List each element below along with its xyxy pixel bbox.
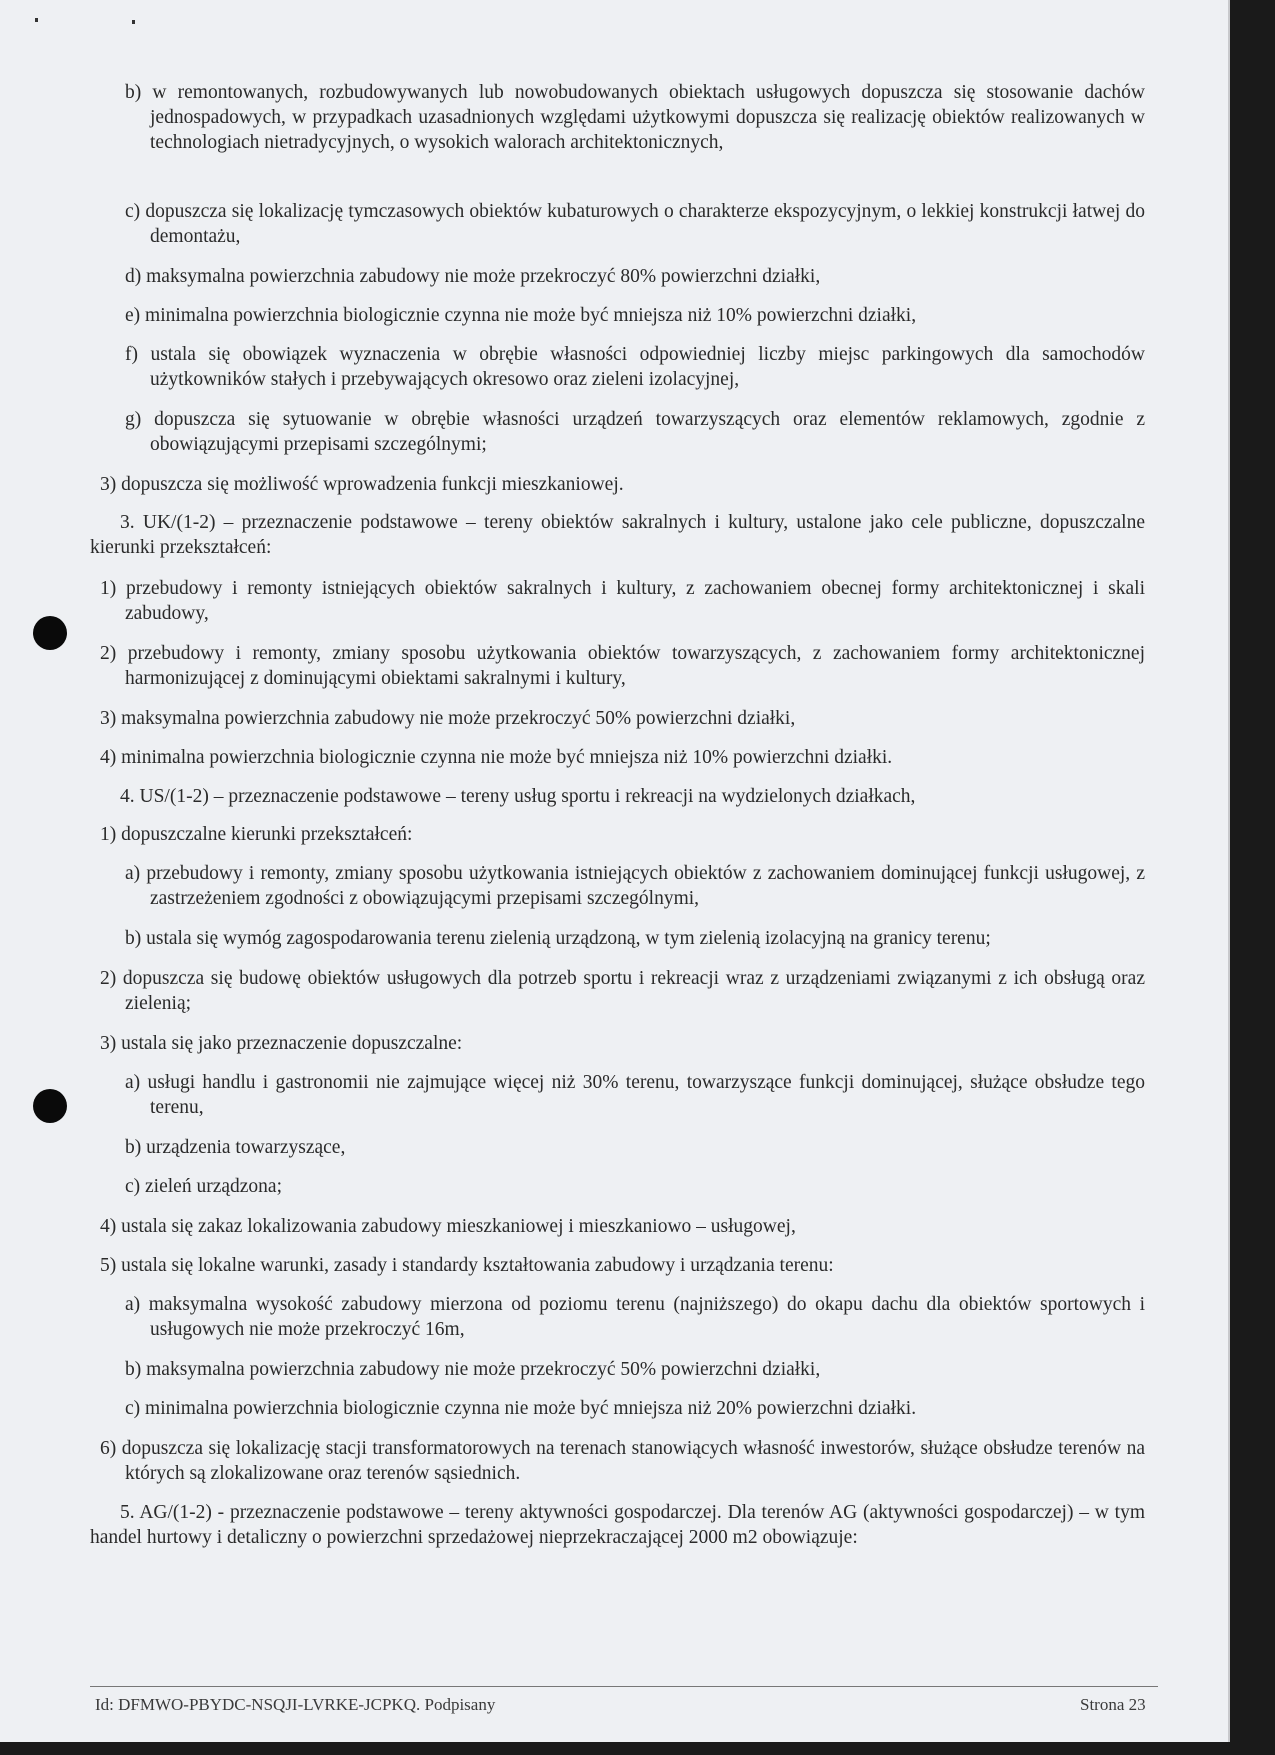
punch-hole xyxy=(33,616,67,650)
paragraph: c) dopuszcza się lokalizację tymczasowych obiektów kubaturowych o charakterze ekspozycyjnym, o lekkiej konstrukcji łatwej do demontażu, xyxy=(125,201,1145,247)
paragraph: d) maksymalna powierzchnia zabudowy nie może przekroczyć 80% powierzchni działki, xyxy=(125,266,821,287)
paragraph: c) zieleń urządzona; xyxy=(125,1176,282,1197)
paragraph: 3) maksymalna powierzchnia zabudowy nie może przekroczyć 50% powierzchni działki, xyxy=(100,708,796,729)
paragraph: a) przebudowy i remonty, zmiany sposobu użytkowania istniejących obiektów z zachowaniem dominującej funkcji usługowej, z zastrzeżeniem zgodności z obowiązującymi przepisami szczególnymi, xyxy=(125,863,1145,909)
paragraph: a) usługi handlu i gastronomii nie zajmujące więcej niż 30% terenu, towarzyszące funkcji dominującej, służące obsłudze tego terenu, xyxy=(125,1072,1145,1118)
paragraph: b) urządzenia towarzyszące, xyxy=(125,1137,346,1158)
paragraph: 4) minimalna powierzchnia biologicznie czynna nie może być mniejsza niż 10% powierzchni działki. xyxy=(100,747,893,768)
paragraph: c) minimalna powierzchnia biologicznie czynna nie może być mniejsza niż 20% powierzchni działki. xyxy=(125,1398,917,1419)
footer-divider xyxy=(90,1686,1158,1687)
section-heading: 3. UK/(1-2) – przeznaczenie podstawowe – tereny obiektów sakralnych i kultury, ustalone jako cele publiczne, dopuszczalne kierunki przekształceń: xyxy=(90,512,1145,558)
punch-hole xyxy=(33,1089,67,1123)
paragraph: b) ustala się wymóg zagospodarowania terenu zielenią urządzoną, w tym zielenią izolacyjną na granicy terenu; xyxy=(125,928,991,949)
page-number: Strona 23 xyxy=(1080,1695,1146,1714)
paragraph: f) ustala się obowiązek wyznaczenia w obrębie własności odpowiedniej liczby miejsc parkingowych dla samochodów użytkowników stałych i przebywających okresowo oraz zieleni izolacyjnej, xyxy=(125,344,1145,390)
paragraph: b) maksymalna powierzchnia zabudowy nie może przekroczyć 50% powierzchni działki, xyxy=(125,1359,821,1380)
document-id: Id: DFMWO-PBYDC-NSQJI-LVRKE-JCPKQ. Podpisany xyxy=(95,1695,496,1714)
scan-speck xyxy=(35,18,38,22)
paragraph: g) dopuszcza się sytuowanie w obrębie własności urządzeń towarzyszących oraz elementów reklamowych, zgodnie z obowiązującymi przepisami szczególnymi; xyxy=(125,409,1145,455)
paragraph: 1) dopuszczalne kierunki przekształceń: xyxy=(100,824,413,845)
paragraph: 2) dopuszcza się budowę obiektów usługowych dla potrzeb sportu i rekreacji wraz z urządzeniami związanymi z ich obsługą oraz zielenią; xyxy=(100,968,1145,1014)
paragraph: 3) ustala się jako przeznaczenie dopuszczalne: xyxy=(100,1033,463,1054)
scan-speck xyxy=(132,20,135,24)
paragraph: 6) dopuszcza się lokalizację stacji transformatorowych na terenach stanowiących własność inwestorów, służące obsłudze terenów na których są zlokalizowane oraz terenów sąsiednich. xyxy=(100,1438,1145,1484)
paragraph: 4) ustala się zakaz lokalizowania zabudowy mieszkaniowej i mieszkaniowo – usługowej, xyxy=(100,1216,796,1237)
paragraph: e) minimalna powierzchnia biologicznie czynna nie może być mniejsza niż 10% powierzchni działki, xyxy=(125,305,917,326)
section-heading: 4. US/(1-2) – przeznaczenie podstawowe – tereny usług sportu i rekreacji na wydzielonych działkach, xyxy=(120,786,916,807)
paragraph: 3) dopuszcza się możliwość wprowadzenia funkcji mieszkaniowej. xyxy=(100,474,624,495)
paragraph: 1) przebudowy i remonty istniejących obiektów sakralnych i kultury, z zachowaniem obecnej formy architektonicznej i skali zabudowy, xyxy=(100,578,1145,624)
paragraph: a) maksymalna wysokość zabudowy mierzona od poziomu terenu (najniższego) do okapu dachu dla obiektów sportowych i usługowych nie może przekroczyć 16m, xyxy=(125,1294,1145,1340)
section-heading: 5. AG/(1-2) - przeznaczenie podstawowe – tereny aktywności gospodarczej. Dla terenów AG (aktywności gospodarczej) – w tym handel hurtowy i detaliczny o powierzchni sprzedażowej nieprzekraczającej 2000 m2 obowiązuje: xyxy=(90,1502,1145,1548)
paragraph: b) w remontowanych, rozbudowywanych lub nowobudowanych obiektach usługowych dopuszcza się stosowanie dachów jednospadowych, w przypadkach uzasadnionych względami użytkowymi dopuszcza się realizację obiektów realizowanych w technologiach nietradycyjnych, o wysokich walorach architektonicznych, xyxy=(125,82,1145,153)
paragraph: 5) ustala się lokalne warunki, zasady i standardy kształtowania zabudowy i urządzania terenu: xyxy=(100,1255,834,1276)
paragraph: 2) przebudowy i remonty, zmiany sposobu użytkowania obiektów towarzyszących, z zachowaniem formy architektonicznej harmonizującej z dominującymi obiektami sakralnymi i kultury, xyxy=(100,643,1145,689)
